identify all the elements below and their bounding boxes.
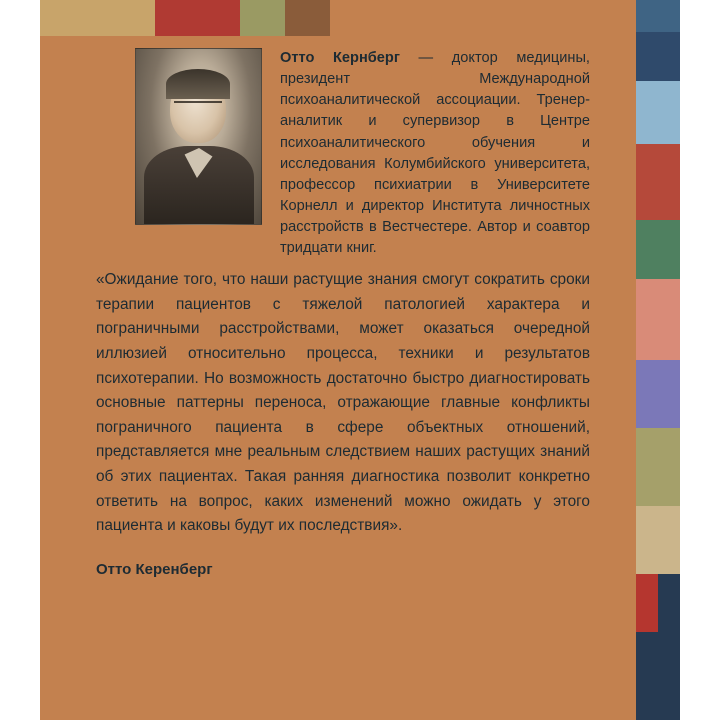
top-bar-segment-olive xyxy=(240,0,285,36)
stripe-dark-navy-left xyxy=(658,574,680,632)
author-bio-paragraph xyxy=(280,48,590,260)
stripe-olive xyxy=(636,428,680,505)
stripe-steel-blue xyxy=(636,0,680,32)
author-portrait-photo xyxy=(135,48,262,225)
top-bar-segment-cover xyxy=(330,0,636,36)
top-bar-segment-tan xyxy=(40,0,155,36)
stripe-sand xyxy=(636,506,680,574)
stripe-red-navy-pair xyxy=(636,574,680,632)
author-bio-text: — доктор медицины, президент Международной психоаналитической ассоциации. Тренер-аналитик и супервизор в Центре психоаналитического обучения и исследования Колумбийского университета, профессор психиатрии в Университете Корнелл и директор Института личностных расстройств в Вестчестере. Автор и соавтор тридцати книг. xyxy=(280,50,590,257)
stripe-navy xyxy=(636,32,680,81)
top-decorative-bar xyxy=(40,0,680,36)
portrait-hair-shape xyxy=(166,69,230,99)
stripe-dark-navy xyxy=(636,632,680,720)
quote-signature: Отто Керенберг xyxy=(96,561,213,579)
quote-block xyxy=(96,268,590,578)
author-name: Отто Кернберг xyxy=(280,50,400,66)
top-bar-segment-brown xyxy=(285,0,330,36)
stripe-violet xyxy=(636,360,680,428)
right-stripe-column xyxy=(636,0,680,720)
glasses-icon xyxy=(174,101,222,114)
stripe-brick xyxy=(636,144,680,220)
stripe-green xyxy=(636,220,680,280)
quote-text: «Ожидание того, что наши растущие знания смогут сократить сроки терапии пациентов с тяжелой патологией характера и пограничными расстройствами, может оказаться очередной иллюзией относительно процесса, техники и результатов психотерапии. Но возможность достаточно быстро диагностировать основные паттерны переноса, отражающие главные конфликты пограничного пациента в сфере объектных отношений, представляется мне реальным следствием наших растущих знаний об этих пациентах. Такая ранняя диагностика позволит конкретно ответить на вопрос, каких изменений можно ожидать у этого пациента и каковы будут их последствия». xyxy=(96,271,590,535)
stripe-sky xyxy=(636,81,680,144)
stripe-salmon xyxy=(636,279,680,360)
book-back-cover xyxy=(40,0,680,720)
top-bar-segment-crimson xyxy=(155,0,240,36)
author-block xyxy=(135,48,590,260)
stripe-red xyxy=(636,574,658,632)
